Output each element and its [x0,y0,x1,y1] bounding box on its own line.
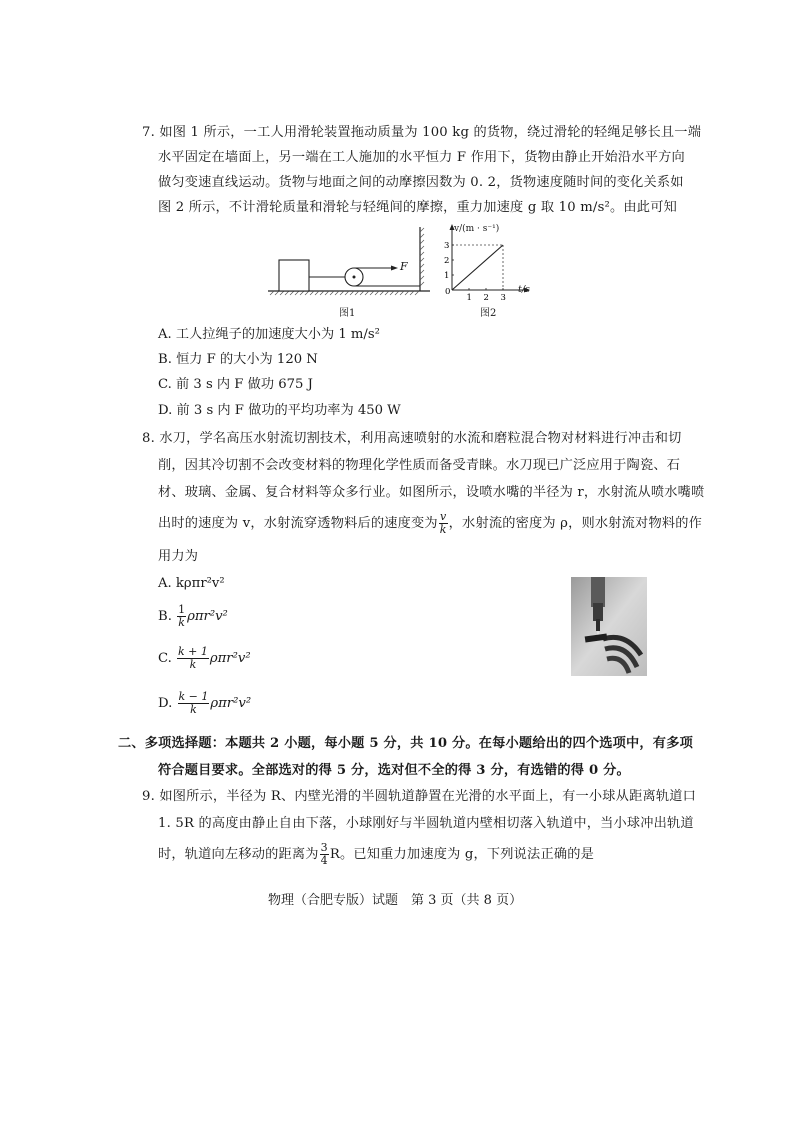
q8-option-c: C. $\frac{k + 1}{k}$ ρπr²v² [158,645,251,671]
q8-line-4-post: ，水射流的密度为 ρ，则水射流对物料的作 [448,516,702,531]
x-tick-label-1: 1 [466,293,472,303]
q7-line-4: 图 2 所示，不计滑轮质量和滑轮与轻绳间的摩擦，重力加速度 g 取 10 m/s²。由此可知 [158,200,677,215]
q9-fraction-three-quarters: $\frac{3}{4}$ [320,841,328,867]
q9-line-3: 时，轨道向左移动的距离为 $\frac{3}{4}$ R。已知重力加速度为 g，下列说法正确的是 [158,841,594,867]
q7-line-3: 做匀变速直线运动。货物与地面之间的动摩擦因数为 0. 2，货物速度随时间的变化关系如 [158,175,684,190]
q8-line-4-pre: 出时的速度为 v，水射流穿透物料后的速度变为 [158,516,438,531]
q8-option-c-fraction: $\frac{k + 1}{k}$ [178,645,208,671]
q8-line-5: 用力为 [158,549,199,564]
y-axis-label: v/(m · s⁻¹) [454,224,500,234]
force-label-f: F [400,260,408,273]
x-tick-label-0: 0 [445,287,451,297]
q7-option-c: C. 前 3 s 内 F 做功 675 J [158,377,313,392]
q7-option-b: B. 恒力 F 的大小为 120 N [158,352,318,367]
page-footer: 物理（合肥专版）试题 第 3 页（共 8 页） [268,893,523,908]
q9-line-1: 9. 如图所示，半径为 R、内壁光滑的半圆轨道静置在光滑的水平面上，有一小球从距离轨道口 [142,789,697,804]
y-tick-label-3: 3 [444,241,450,251]
figure-1-pulley-diagram [265,222,435,302]
water-jet-cutting-photo [571,577,647,676]
y-tick-label-2: 2 [444,256,450,266]
q8-option-b: B. $\frac{1}{k}$ ρπr²v² [158,603,228,629]
q8-line-4 [158,509,702,539]
q7-line-1: 7. 如图 1 所示，一工人用滑轮装置拖动质量为 100 kg 的货物，绕过滑轮的轻绳足够长且一端 [142,125,702,140]
x-axis-label: t/s [518,284,530,295]
y-tick-label-1: 1 [444,271,450,281]
x-tick-label-2: 2 [483,293,489,303]
section-2-heading-line-2: 符合题目要求。全部选对的得 5 分，选对但不全的得 3 分，有选错的得 0 分。 [158,763,630,778]
q7-option-a: A. 工人拉绳子的加速度大小为 1 m/s² [158,327,380,342]
section-2-heading-line-1: 二、多项选择题：本题共 2 小题，每小题 5 分，共 10 分。在每小题给出的四个选项中，有多项 [118,736,693,751]
q8-line-2: 削，因其冷切割不会改变材料的物理化学性质而备受青睐。水刀现已广泛应用于陶瓷、石 [158,458,681,473]
vt-data-line [452,245,503,290]
q7-line-2: 水平固定在墙面上，另一端在工人施加的水平恒力 F 作用下，货物由静止开始沿水平方向 [158,150,685,165]
cargo-box [279,260,309,291]
q8-line-1: 8. 水刀，学名高压水射流切割技术，利用高速喷射的水流和磨粒混合物对材料进行冲击和切 [142,431,682,446]
q8-option-a: A. kρπr²v² [158,576,225,591]
figure-1-caption: 图1 [339,308,356,319]
q8-line-3: 材、玻璃、金属、复合材料等众多行业。如图所示，设喷水嘴的半径为 r，水射流从喷水嘴喷 [158,485,705,500]
figure-2-caption: 图2 [480,308,497,319]
q8-option-d-fraction: $\frac{k - 1}{k}$ [178,690,209,716]
q8-fraction-v-over-k: $\frac{v}{k}$ [439,510,447,536]
q9-line-2: 1. 5R 的高度由静止自由下落，小球刚好与半圆轨道内壁相切落入轨道中，当小球冲出轨道 [158,816,694,831]
x-tick-label-3: 3 [500,293,506,303]
q8-option-b-fraction: $\frac{1}{k}$ [178,603,186,629]
q7-option-d: D. 前 3 s 内 F 做功的平均功率为 450 W [158,403,401,418]
q8-option-d: D. $\frac{k - 1}{k}$ ρπr²v² [158,690,252,716]
